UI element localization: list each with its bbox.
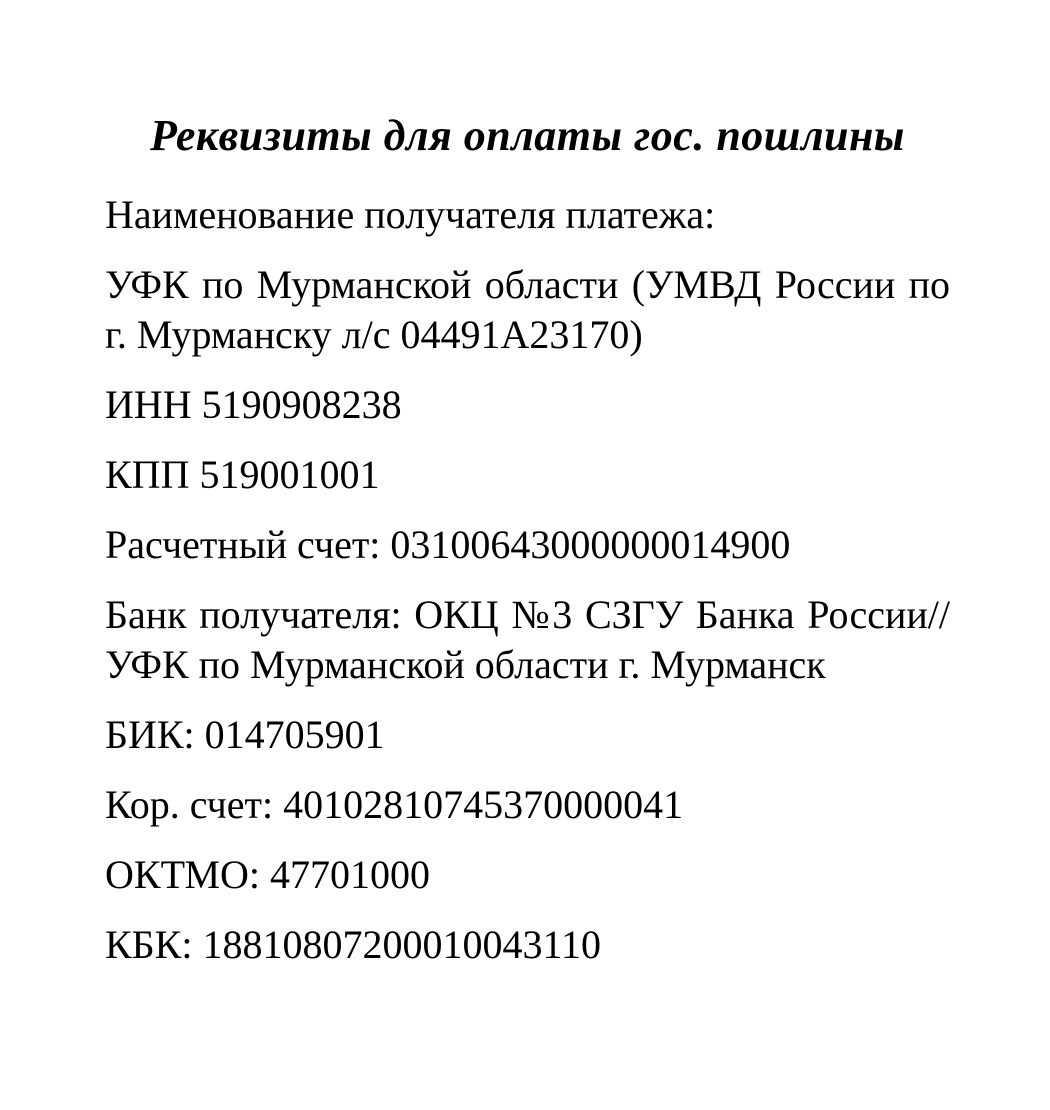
kbk-value: КБК: 18810807200010043110	[105, 922, 601, 967]
settlement-account-block	[105, 520, 950, 570]
recipient-bank-line-2: УФК по Мурманской области г. Мурманск	[105, 642, 826, 687]
recipient-name-block	[105, 260, 950, 360]
recipient-bank-line-1: Банк получателя: ОКЦ №3 СЗГУ Банка России//	[105, 592, 950, 637]
recipient-label: Наименование получателя платежа:	[105, 192, 716, 237]
kbk-block	[105, 920, 950, 970]
corr-account-block	[105, 780, 950, 830]
recipient-bank-block	[105, 590, 950, 690]
settlement-account-value: Расчетный счет: 03100643000000014900	[105, 522, 791, 567]
inn-block	[105, 380, 950, 430]
oktmo-block	[105, 850, 950, 900]
kpp-value: КПП 519001001	[105, 452, 380, 497]
recipient-label-block	[105, 190, 950, 240]
inn-value: ИНН 5190908238	[105, 382, 402, 427]
corr-account-value: Кор. счет: 40102810745370000041	[105, 782, 684, 827]
oktmo-value: ОКТМО: 47701000	[105, 852, 431, 897]
bik-block	[105, 710, 950, 760]
recipient-name-line-2: г. Мурманску л/с 04491А23170)	[105, 312, 643, 357]
document-title: Реквизиты для оплаты гос. пошлины	[150, 111, 905, 160]
kpp-block	[105, 450, 950, 500]
bik-value: БИК: 014705901	[105, 712, 385, 757]
recipient-name-line-1: УФК по Мурманской области (УМВД России по	[105, 262, 950, 307]
